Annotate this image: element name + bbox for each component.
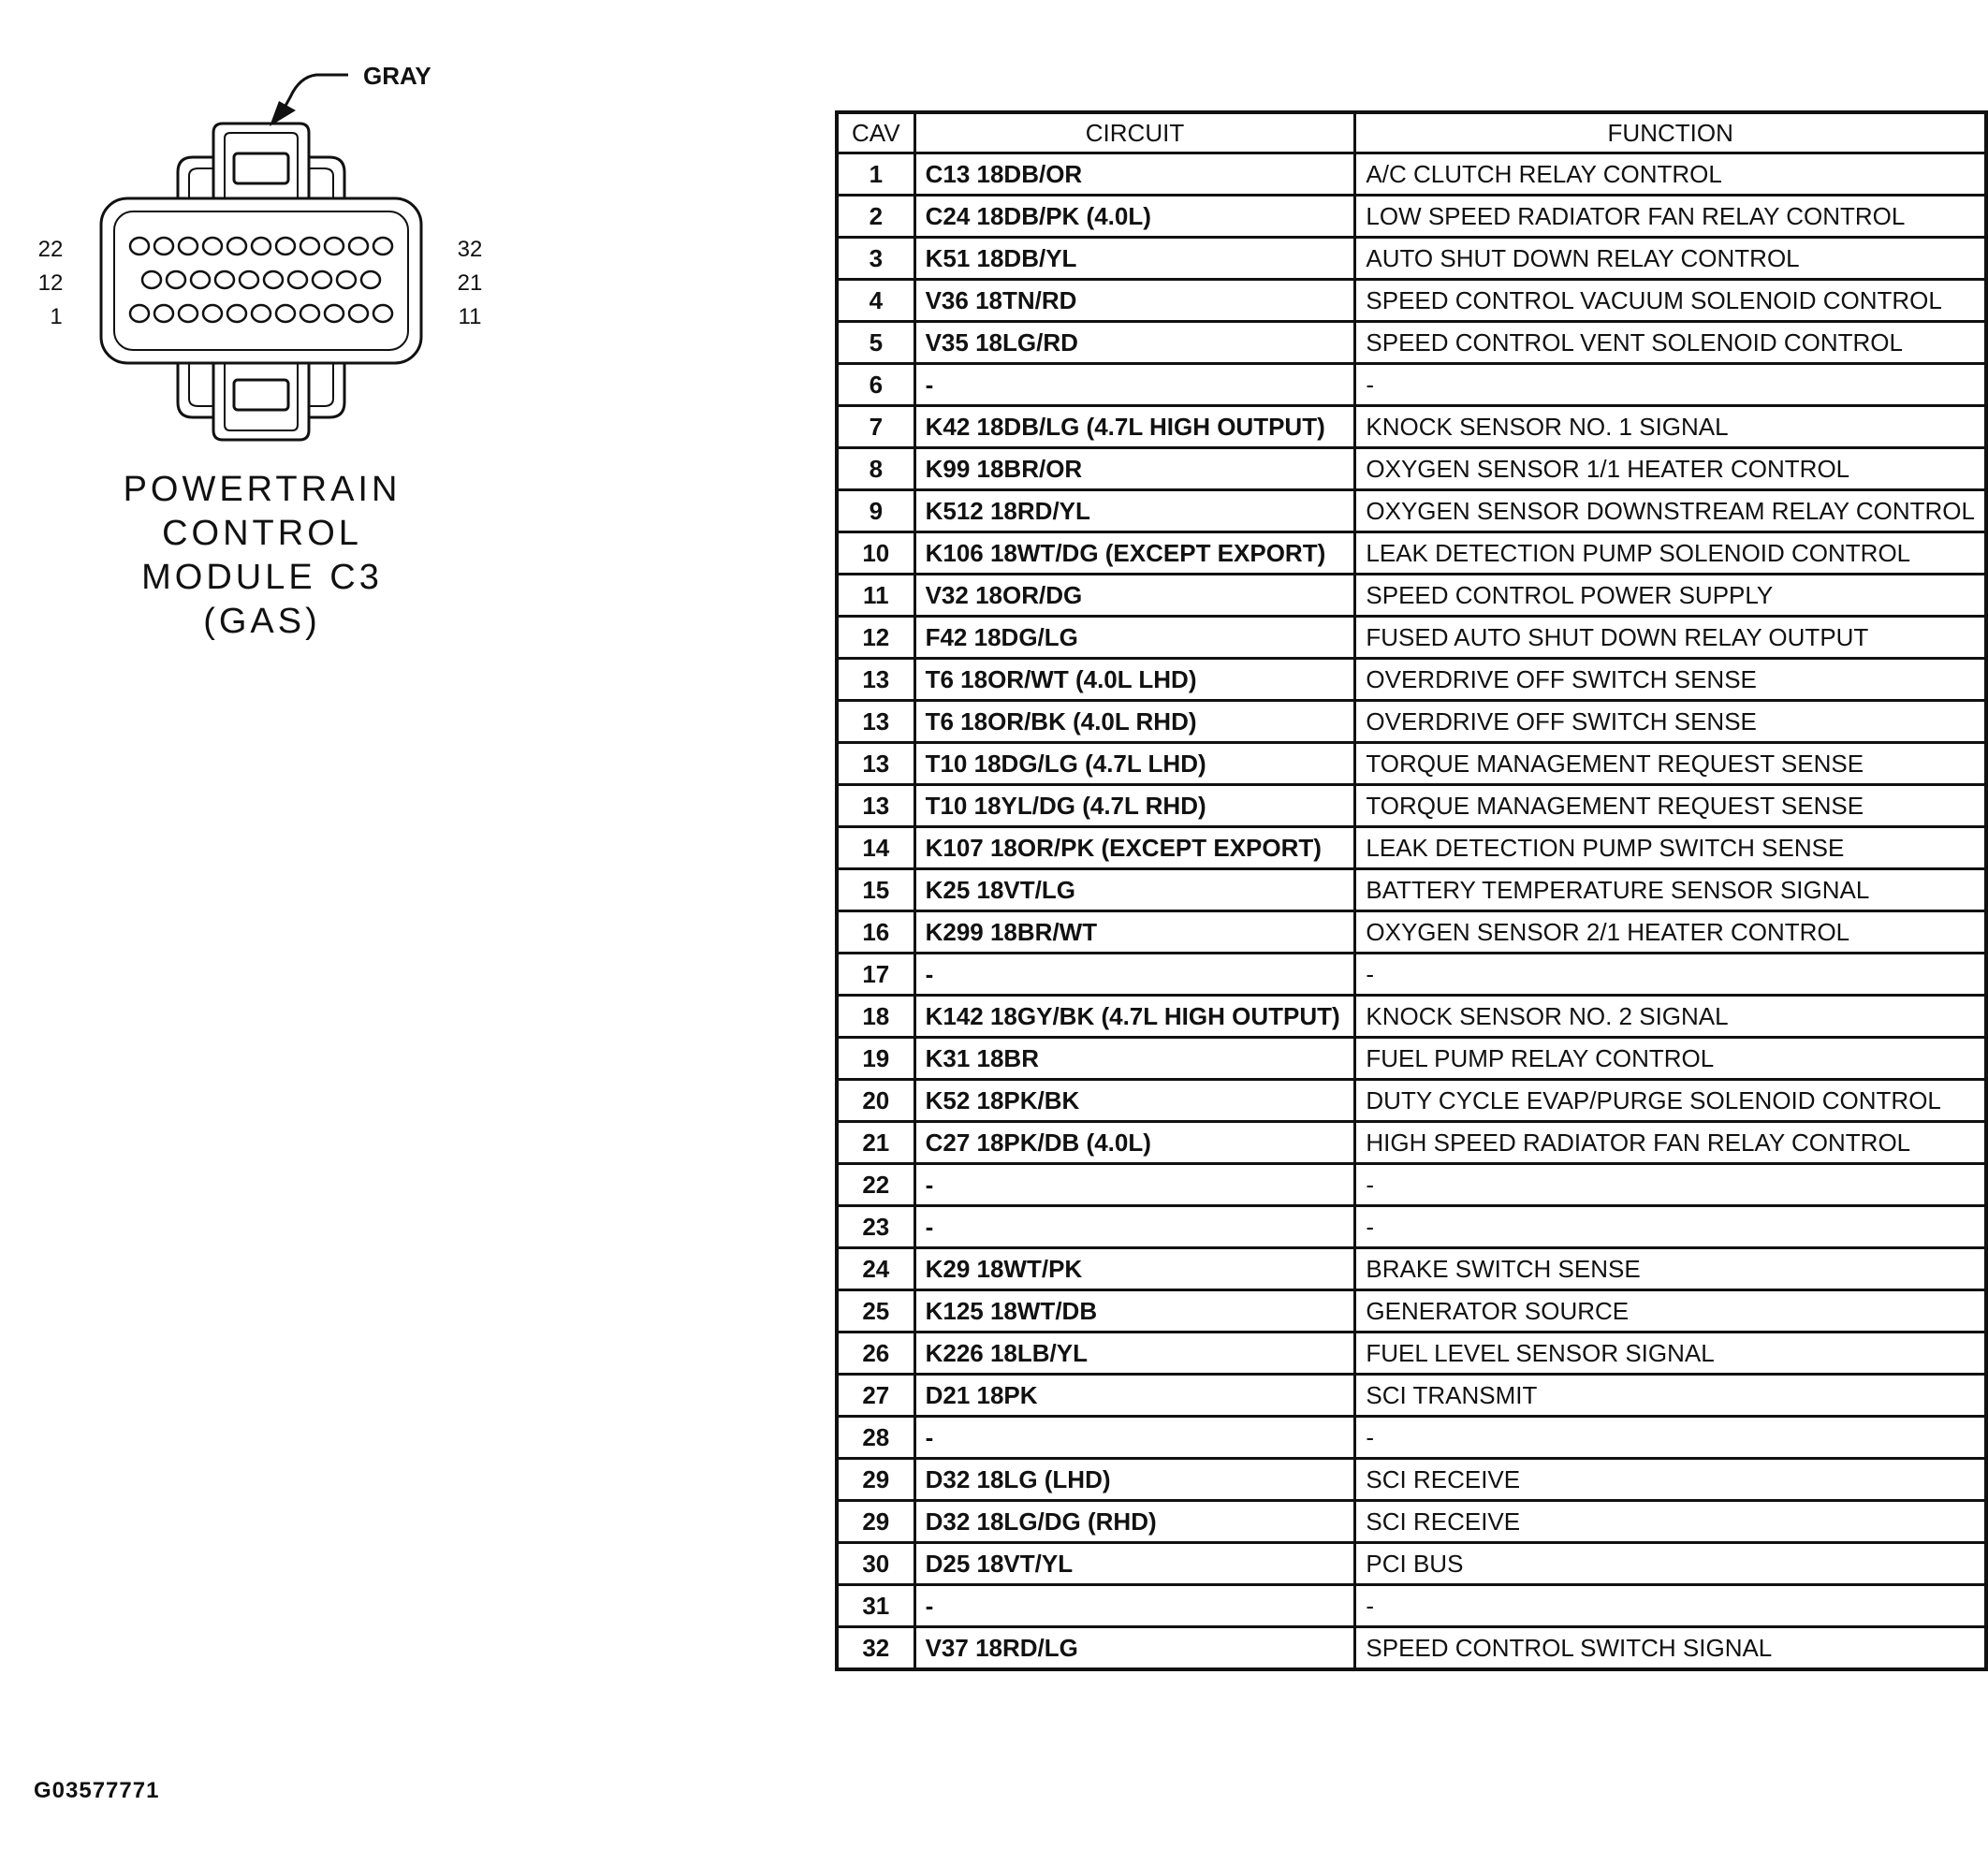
function-cell: FUSED AUTO SHUT DOWN RELAY OUTPUT: [1355, 617, 1986, 659]
function-cell: TORQUE MANAGEMENT REQUEST SENSE: [1355, 743, 1986, 785]
function-cell: SPEED CONTROL SWITCH SIGNAL: [1355, 1627, 1986, 1670]
connector-diagram: [19, 56, 505, 449]
circuit-cell: K107 18OR/PK (EXCEPT EXPORT): [914, 827, 1355, 869]
table-row: [837, 1122, 1986, 1164]
pin-label-1: 1: [50, 304, 63, 329]
function-cell: OXYGEN SENSOR DOWNSTREAM RELAY CONTROL: [1355, 490, 1986, 532]
table-body: [837, 153, 1986, 1670]
table-row: [837, 954, 1986, 996]
cav-cell: 7: [837, 406, 914, 448]
circuit-cell: D32 18LG (LHD): [914, 1459, 1355, 1501]
circuit-cell: V35 18LG/RD: [914, 322, 1355, 364]
cav-cell: 14: [837, 827, 914, 869]
table-row: [837, 1248, 1986, 1290]
function-cell: OXYGEN SENSOR 1/1 HEATER CONTROL: [1355, 448, 1986, 490]
function-cell: SCI RECEIVE: [1355, 1501, 1986, 1543]
circuit-cell: T10 18YL/DG (4.7L RHD): [914, 785, 1355, 827]
caption-line: MODULE C3: [141, 558, 383, 597]
circuit-cell: D25 18VT/YL: [914, 1543, 1355, 1585]
table-row: [837, 238, 1986, 280]
function-cell: TORQUE MANAGEMENT REQUEST SENSE: [1355, 785, 1986, 827]
cav-cell: 25: [837, 1290, 914, 1332]
function-cell: GENERATOR SOURCE: [1355, 1290, 1986, 1332]
table-row: [837, 827, 1986, 869]
header-circuit: CIRCUIT: [914, 112, 1355, 153]
table-row: [837, 1417, 1986, 1459]
cav-cell: 23: [837, 1206, 914, 1248]
function-cell: A/C CLUTCH RELAY CONTROL: [1355, 153, 1986, 196]
pin-label-11: 11: [458, 304, 482, 329]
function-cell: BATTERY TEMPERATURE SENSOR SIGNAL: [1355, 869, 1986, 911]
function-cell: SCI TRANSMIT: [1355, 1375, 1986, 1417]
circuit-cell: D21 18PK: [914, 1375, 1355, 1417]
function-cell: SCI RECEIVE: [1355, 1459, 1986, 1501]
cav-cell: 26: [837, 1332, 914, 1375]
circuit-cell: K99 18BR/OR: [914, 448, 1355, 490]
circuit-cell: K29 18WT/PK: [914, 1248, 1355, 1290]
circuit-cell: C24 18DB/PK (4.0L): [914, 196, 1355, 238]
function-cell: -: [1355, 1585, 1986, 1627]
function-cell: AUTO SHUT DOWN RELAY CONTROL: [1355, 238, 1986, 280]
table-row: [837, 532, 1986, 575]
cav-cell: 11: [837, 575, 914, 617]
function-cell: DUTY CYCLE EVAP/PURGE SOLENOID CONTROL: [1355, 1080, 1986, 1122]
table-row: [837, 743, 1986, 785]
circuit-cell: F42 18DG/LG: [914, 617, 1355, 659]
table-row: [837, 364, 1986, 406]
circuit-cell: K142 18GY/BK (4.7L HIGH OUTPUT): [914, 996, 1355, 1038]
circuit-cell: T10 18DG/LG (4.7L LHD): [914, 743, 1355, 785]
cav-cell: 13: [837, 701, 914, 743]
cav-cell: 28: [837, 1417, 914, 1459]
cav-cell: 5: [837, 322, 914, 364]
function-cell: -: [1355, 1417, 1986, 1459]
function-cell: SPEED CONTROL POWER SUPPLY: [1355, 575, 1986, 617]
cav-cell: 16: [837, 911, 914, 954]
function-cell: BRAKE SWITCH SENSE: [1355, 1248, 1986, 1290]
table-row: [837, 196, 1986, 238]
cav-cell: 18: [837, 996, 914, 1038]
circuit-cell: D32 18LG/DG (RHD): [914, 1501, 1355, 1543]
function-cell: FUEL PUMP RELAY CONTROL: [1355, 1038, 1986, 1080]
cav-cell: 6: [837, 364, 914, 406]
table-row: [837, 1332, 1986, 1375]
cav-cell: 3: [837, 238, 914, 280]
circuit-cell: T6 18OR/BK (4.0L RHD): [914, 701, 1355, 743]
table-row: [837, 490, 1986, 532]
function-cell: KNOCK SENSOR NO. 1 SIGNAL: [1355, 406, 1986, 448]
circuit-cell: -: [914, 1585, 1355, 1627]
cav-cell: 10: [837, 532, 914, 575]
function-cell: -: [1355, 954, 1986, 996]
circuit-cell: K512 18RD/YL: [914, 490, 1355, 532]
cav-cell: 13: [837, 743, 914, 785]
header-function: FUNCTION: [1355, 112, 1986, 153]
function-cell: -: [1355, 364, 1986, 406]
table-row: [837, 996, 1986, 1038]
circuit-cell: -: [914, 954, 1355, 996]
cav-cell: 29: [837, 1501, 914, 1543]
table-row: [837, 869, 1986, 911]
function-cell: HIGH SPEED RADIATOR FAN RELAY CONTROL: [1355, 1122, 1986, 1164]
connector-body: [101, 198, 421, 363]
table-row: [837, 1585, 1986, 1627]
table-row: [837, 1459, 1986, 1501]
pin-label-12: 12: [37, 270, 64, 296]
circuit-cell: C27 18PK/DB (4.0L): [914, 1122, 1355, 1164]
table-row: [837, 1038, 1986, 1080]
table-row: [837, 1080, 1986, 1122]
table-row: [837, 153, 1986, 196]
circuit-cell: K52 18PK/BK: [914, 1080, 1355, 1122]
table-row: [837, 575, 1986, 617]
circuit-cell: K51 18DB/YL: [914, 238, 1355, 280]
table-row: [837, 1290, 1986, 1332]
table-row: [837, 1543, 1986, 1585]
function-cell: -: [1355, 1164, 1986, 1206]
circuit-cell: K25 18VT/LG: [914, 869, 1355, 911]
function-cell: OVERDRIVE OFF SWITCH SENSE: [1355, 659, 1986, 701]
circuit-cell: -: [914, 1164, 1355, 1206]
table-row: [837, 322, 1986, 364]
cav-cell: 21: [837, 1122, 914, 1164]
cav-cell: 29: [837, 1459, 914, 1501]
circuit-cell: V37 18RD/LG: [914, 1627, 1355, 1670]
cav-cell: 13: [837, 785, 914, 827]
table-row: [837, 1206, 1986, 1248]
caption-line: POWERTRAIN: [123, 470, 402, 509]
table-row: [837, 1375, 1986, 1417]
figure-id: G03577771: [34, 1778, 160, 1803]
function-cell: KNOCK SENSOR NO. 2 SIGNAL: [1355, 996, 1986, 1038]
cav-cell: 4: [837, 280, 914, 322]
circuit-cell: -: [914, 364, 1355, 406]
caption-line: CONTROL: [162, 514, 362, 553]
table-row: [837, 280, 1986, 322]
function-cell: -: [1355, 1206, 1986, 1248]
function-cell: OVERDRIVE OFF SWITCH SENSE: [1355, 701, 1986, 743]
circuit-cell: T6 18OR/WT (4.0L LHD): [914, 659, 1355, 701]
circuit-cell: V36 18TN/RD: [914, 280, 1355, 322]
cav-cell: 32: [837, 1627, 914, 1670]
circuit-cell: C13 18DB/OR: [914, 153, 1355, 196]
circuit-cell: K299 18BR/WT: [914, 911, 1355, 954]
circuit-cell: K106 18WT/DG (EXCEPT EXPORT): [914, 532, 1355, 575]
cav-cell: 27: [837, 1375, 914, 1417]
pin-label-32: 32: [457, 237, 483, 262]
table-row: [837, 659, 1986, 701]
connector-color-label: GRAY: [363, 62, 431, 90]
cav-cell: 13: [837, 659, 914, 701]
circuit-cell: K226 18LB/YL: [914, 1332, 1355, 1375]
circuit-cell: -: [914, 1417, 1355, 1459]
cav-cell: 17: [837, 954, 914, 996]
cav-cell: 2: [837, 196, 914, 238]
cav-cell: 20: [837, 1080, 914, 1122]
cav-cell: 1: [837, 153, 914, 196]
circuit-cell: -: [914, 1206, 1355, 1248]
bottom-latch: [213, 363, 309, 440]
function-cell: OXYGEN SENSOR 2/1 HEATER CONTROL: [1355, 911, 1986, 954]
cav-cell: 24: [837, 1248, 914, 1290]
connector-caption: [94, 468, 431, 644]
table-row: [837, 911, 1986, 954]
function-cell: LEAK DETECTION PUMP SWITCH SENSE: [1355, 827, 1986, 869]
cav-cell: 22: [837, 1164, 914, 1206]
circuit-cell: K42 18DB/LG (4.7L HIGH OUTPUT): [914, 406, 1355, 448]
header-cav: CAV: [837, 112, 914, 153]
function-cell: SPEED CONTROL VENT SOLENOID CONTROL: [1355, 322, 1986, 364]
table-row: [837, 1627, 1986, 1670]
table-row: [837, 1164, 1986, 1206]
circuit-cell: K125 18WT/DB: [914, 1290, 1355, 1332]
function-cell: LEAK DETECTION PUMP SOLENOID CONTROL: [1355, 532, 1986, 575]
table-row: [837, 448, 1986, 490]
function-cell: LOW SPEED RADIATOR FAN RELAY CONTROL: [1355, 196, 1986, 238]
circuit-cell: K31 18BR: [914, 1038, 1355, 1080]
pin-label-22: 22: [37, 237, 64, 262]
table-row: [837, 785, 1986, 827]
table-header-row: [837, 112, 1986, 153]
cav-cell: 19: [837, 1038, 914, 1080]
cav-cell: 30: [837, 1543, 914, 1585]
cav-cell: 15: [837, 869, 914, 911]
table-row: [837, 1501, 1986, 1543]
function-cell: PCI BUS: [1355, 1543, 1986, 1585]
cav-cell: 9: [837, 490, 914, 532]
table-row: [837, 701, 1986, 743]
circuit-cell: V32 18OR/DG: [914, 575, 1355, 617]
cav-cell: 31: [837, 1585, 914, 1627]
table-row: [837, 617, 1986, 659]
cav-cell: 12: [837, 617, 914, 659]
function-cell: SPEED CONTROL VACUUM SOLENOID CONTROL: [1355, 280, 1986, 322]
pinout-table: [835, 110, 1988, 1671]
caption-line: (GAS): [203, 602, 321, 641]
cav-cell: 8: [837, 448, 914, 490]
table-row: [837, 406, 1986, 448]
function-cell: FUEL LEVEL SENSOR SIGNAL: [1355, 1332, 1986, 1375]
pin-label-21: 21: [457, 270, 483, 296]
